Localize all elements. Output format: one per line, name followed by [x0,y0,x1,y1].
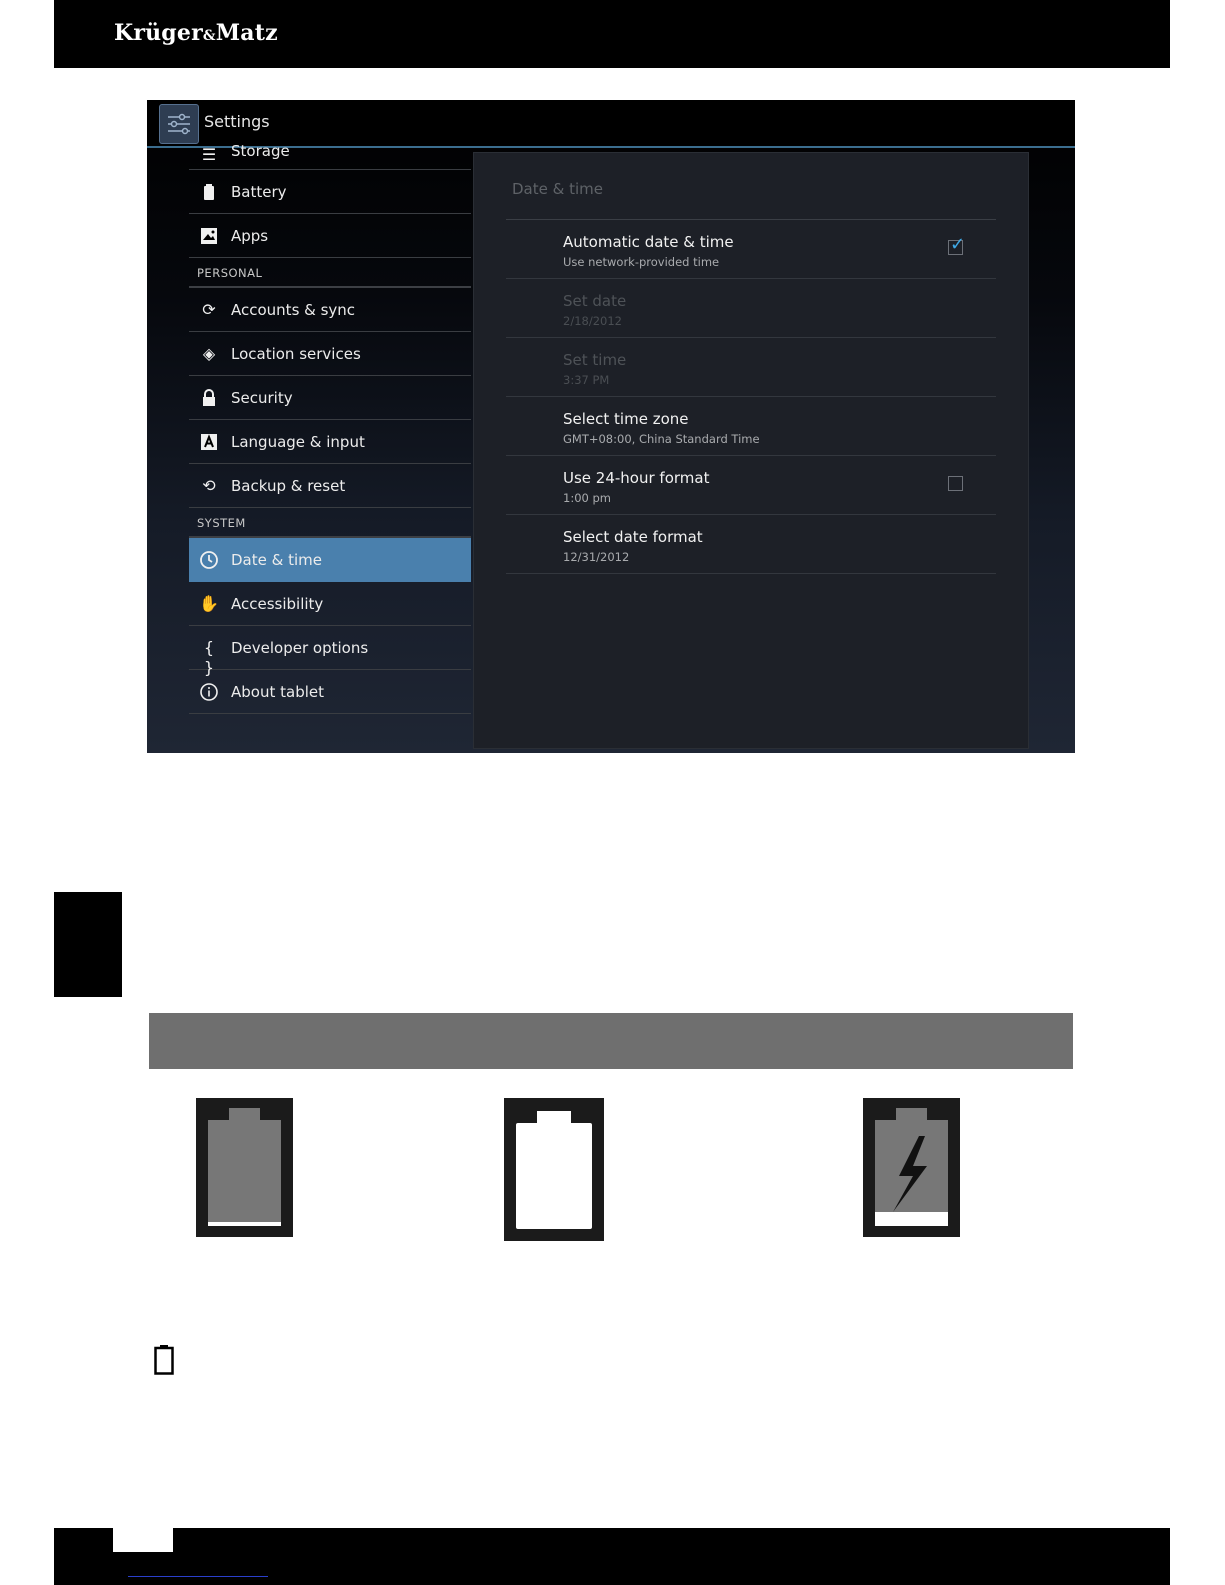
sidebar-item-backup-reset[interactable] [189,464,471,508]
pref-title: Automatic date & time [563,233,734,251]
sidebar-item-language-input[interactable] [189,420,471,464]
pref-title: Select date format [563,528,703,546]
pref-title: Use 24-hour format [563,469,710,487]
pref-select-date-format[interactable] [506,515,996,574]
sidebar-item-label: Location services [231,345,361,363]
sync-icon: ⟳ [202,300,216,319]
backup-icon: ⟲ [202,476,216,495]
page-header [54,0,1170,68]
battery-full-icon [504,1098,604,1241]
pref-automatic-date-time[interactable] [506,220,996,279]
brand-amp: & [202,28,216,44]
apps-icon [199,226,219,246]
sidebar-item-label: Developer options [231,639,369,657]
detail-title: Date & time [512,180,603,198]
sidebar-item-label: Accessibility [231,595,324,613]
brand-logo [114,20,278,46]
pref-summary: 1:00 pm [563,491,611,505]
battery-icon [199,182,219,202]
brand-end: Matz [215,20,278,46]
pref-summary: Use network-provided time [563,255,720,269]
sidebar-item-battery[interactable] [189,170,471,214]
pref-summary: 2/18/2012 [563,314,622,328]
battery-charging-icon [863,1098,960,1237]
pref-set-date [506,279,996,338]
pref-summary: 3:37 PM [563,373,610,387]
settings-list [189,142,471,714]
sidebar-item-date-time[interactable] [189,538,471,582]
pref-summary: GMT+08:00, China Standard Time [563,432,760,446]
location-icon: ◈ [202,344,216,363]
sidebar-item-storage[interactable] [189,142,471,170]
sidebar-item-label: Security [231,389,293,407]
pref-title: Select time zone [563,410,689,428]
sidebar-item-label: Accounts & sync [231,301,356,319]
page-number-box [113,1528,173,1552]
sidebar-item-security[interactable] [189,376,471,420]
pref-summary: 12/31/2012 [563,550,630,564]
preference-list [506,220,996,574]
checkmark-icon: ✓ [950,234,966,255]
pref-set-time [506,338,996,397]
section-header-personal: PERSONAL [189,258,471,288]
settings-app-icon[interactable] [159,104,199,144]
section-tab-marker [54,892,122,997]
hand-icon: ✋ [199,594,219,613]
app-title: Settings [204,112,270,131]
table-header-band [149,1013,1073,1069]
pref-title: Set time [563,351,627,369]
clock-icon [199,550,219,570]
brand-main: Krüger [114,20,203,46]
sidebar-item-developer-options[interactable] [189,626,471,677]
detail-panel [473,152,1029,749]
sidebar-item-label: About tablet [231,683,324,701]
action-bar [147,100,1075,148]
sidebar-item-apps[interactable] [189,214,471,258]
pref-use-24-hour-format[interactable] [506,456,996,515]
small-battery-icon [154,1345,174,1375]
braces-icon: { } [203,638,215,677]
sidebar-item-label: Battery [231,183,287,201]
sidebar-item-accounts-sync[interactable] [189,288,471,332]
pref-select-time-zone[interactable] [506,397,996,456]
info-icon [199,682,219,702]
section-header-system: SYSTEM [189,508,471,538]
lock-icon [199,388,219,408]
sidebar-item-label: Backup & reset [231,477,346,495]
pref-title: Set date [563,292,627,310]
storage-icon: ☰ [201,145,217,164]
sidebar-item-label: Apps [231,227,269,245]
sidebar-item-location-services[interactable] [189,332,471,376]
sidebar-item-label: Storage [231,142,290,160]
sidebar-item-about-tablet[interactable] [189,670,471,714]
sidebar-item-label: Date & time [231,551,322,569]
battery-empty-icon [196,1098,293,1237]
language-icon [199,432,219,452]
page-footer [54,1528,1170,1585]
settings-screenshot [147,100,1075,753]
use-24-hour-checkbox[interactable] [948,476,963,491]
sidebar-item-label: Language & input [231,433,365,451]
sidebar-item-accessibility[interactable] [189,582,471,626]
footer-link-underline [128,1576,268,1577]
